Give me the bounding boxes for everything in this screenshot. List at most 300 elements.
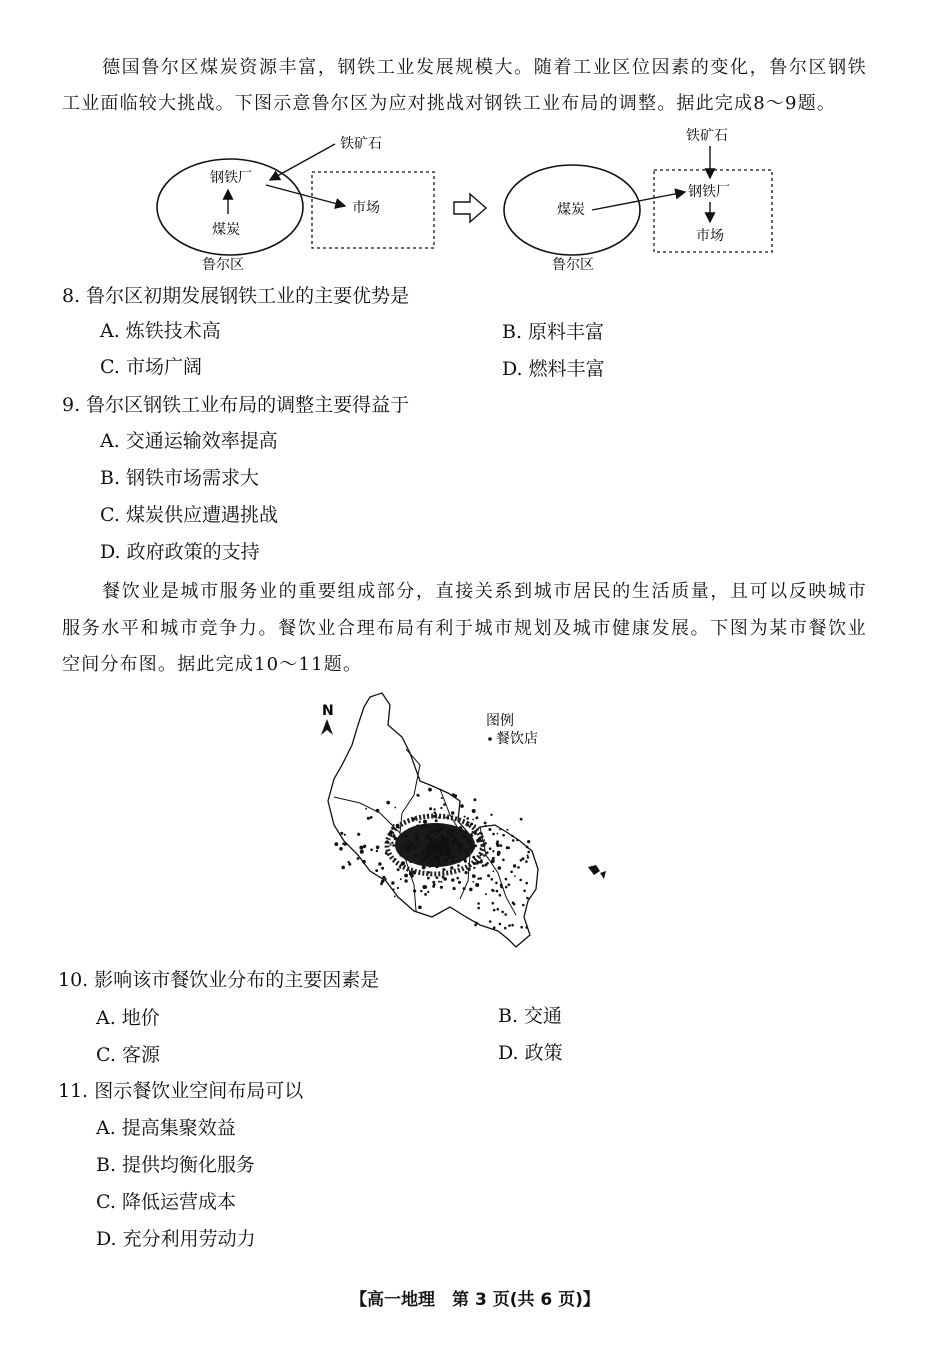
restaurant-dot [464,816,466,818]
restaurant-dot [370,848,373,851]
restaurant-dot [525,926,528,929]
restaurant-dot [499,828,501,830]
restaurant-dot [497,908,500,911]
page-footer: 【高一地理 第 3 页(共 6 页)】 [350,1290,600,1310]
passage-2: 餐饮业是城市服务业的重要组成部分，直接关系到城市居民的生活质量，且可以反映城市服务水平和城市竞争力。餐饮业合理布局有利于城市规划及城市健康发展。下图为某市餐饮业空间分布图。据此完成10～11题。 [62,581,867,675]
restaurant-dot [357,833,360,836]
restaurant-dot [496,840,499,843]
restaurant-dot [441,842,444,845]
restaurant-dot [496,890,499,893]
restaurant-dot [519,879,522,882]
restaurant-dot [390,844,392,846]
restaurant-dot [459,826,463,830]
restaurant-dot [429,858,432,861]
restaurant-dot [416,839,418,841]
restaurant-dot [474,832,477,835]
restaurant-dot [414,853,417,856]
restaurant-dot [419,821,421,823]
restaurant-dot [473,798,476,801]
right-market-label: 市场 [696,228,724,244]
restaurant-dot [449,829,452,832]
restaurant-dot [472,831,474,833]
left-region-label: 鲁尔区 [202,257,244,273]
restaurant-dot [492,871,494,873]
restaurant-dot [451,856,455,860]
restaurant-dot [344,834,346,836]
restaurant-dot [482,864,485,867]
restaurant-dot [445,850,448,853]
q9-option-b: B. 钢铁市场需求大 [100,467,260,489]
restaurant-dot [517,866,520,869]
restaurant-dot [376,846,380,850]
restaurant-dot [428,788,432,792]
restaurant-dot [424,851,427,854]
restaurant-dot [434,832,437,835]
restaurant-dot [460,843,464,847]
restaurant-dot [422,885,426,889]
restaurant-dot [426,835,429,838]
q9-option-d: D. 政府政策的支持 [100,541,260,563]
restaurant-dot [490,814,492,816]
restaurant-dot [489,920,492,923]
restaurant-dot [405,835,408,838]
q8-option-d: D. 燃料丰富 [502,358,605,380]
restaurant-dot [460,804,464,808]
legend-item-label: 餐饮店 [496,731,538,747]
restaurant-dot [412,817,415,820]
restaurant-dot [502,834,505,837]
restaurant-dot [427,891,429,893]
restaurant-dot [427,862,429,864]
restaurant-dot [434,859,437,862]
restaurant-dot [419,861,421,863]
restaurant-dot [431,863,433,865]
restaurant-dot [440,807,442,809]
restaurant-dot [394,807,396,809]
restaurant-dot [526,846,529,849]
restaurant-dot [429,853,432,856]
restaurant-dot [508,924,511,927]
restaurant-dot [360,850,364,854]
restaurant-dot [479,854,481,856]
restaurant-dot [439,847,441,849]
restaurant-dot [491,878,494,881]
restaurant-dot [522,904,525,907]
restaurant-dot [495,882,498,885]
restaurant-dot [376,809,380,813]
restaurant-dot [471,834,474,837]
restaurant-dot [499,923,502,926]
restaurant-dot [440,881,442,883]
restaurant-dot [438,837,440,839]
legend-title: 图例 [486,713,514,729]
restaurant-dot [440,826,444,830]
right-region-label: 鲁尔区 [552,257,594,273]
restaurant-dot [500,884,503,887]
restaurant-dot [392,835,395,838]
q9-option-a: A. 交通运输效率提高 [100,430,278,452]
q10-option-d: D. 政策 [498,1042,563,1064]
restaurant-dot [435,847,437,849]
restaurant-dot [472,856,475,859]
restaurant-dot [427,825,431,829]
restaurant-dot [486,851,489,854]
restaurant-dot [516,839,519,842]
restaurant-dot [441,835,445,839]
restaurant-dot [452,829,454,831]
restaurant-dot [527,854,529,856]
restaurant-dot [450,866,453,869]
restaurant-dot [342,842,345,845]
restaurant-dot [432,837,434,839]
restaurant-dot [401,850,403,852]
restaurant-dot [475,816,478,819]
restaurant-dot [448,857,450,859]
restaurant-dot [440,886,443,889]
restaurant-dot [458,850,461,853]
restaurant-dot [435,819,438,822]
restaurant-dot [429,807,432,810]
restaurant-dot [416,824,419,827]
restaurant-dot [405,845,407,847]
restaurant-dot [472,874,476,878]
restaurant-dot [375,869,378,872]
question-10-stem: 10. 影响该市餐饮业分布的主要因素是 [58,969,380,991]
restaurant-dot [505,886,508,889]
restaurant-dot [452,860,455,863]
restaurant-dot [520,859,523,862]
restaurant-dot [504,927,507,930]
restaurant-dot [433,883,436,886]
restaurant-dot [527,856,530,859]
restaurant-dot [452,844,455,847]
restaurant-dot [500,886,503,889]
restaurant-dot [455,849,457,851]
restaurant-dot [454,794,457,797]
left-market-label: 市场 [352,200,380,216]
restaurant-dot [457,842,459,844]
ruhr-diagram [140,122,800,282]
restaurant-dot [469,888,473,892]
restaurant-dot [492,850,494,852]
restaurant-dot [392,888,394,890]
q10-option-b: B. 交通 [498,1005,563,1027]
restaurant-dot [468,822,470,824]
restaurant-dot [464,860,467,863]
restaurant-dot [492,857,495,860]
restaurant-dot [362,860,366,864]
restaurant-dot [420,890,422,892]
restaurant-dot [480,833,483,836]
restaurant-dot [409,861,411,863]
restaurant-dot [466,817,469,820]
q8-option-c: C. 市场广阔 [100,356,202,378]
restaurant-dot [492,902,495,905]
restaurant-dot [477,902,480,905]
left-coal-label: 煤炭 [212,222,240,238]
restaurant-dot [472,881,474,883]
restaurant-dot [496,844,499,847]
q10-option-c: C. 客源 [96,1044,160,1066]
restaurant-dot [400,878,402,880]
right-iron-ore-label: 铁矿石 [686,128,728,144]
restaurant-dot [447,845,451,849]
restaurant-dot [431,830,435,834]
restaurant-dot [525,860,528,863]
restaurant-dot [428,842,431,845]
restaurant-dot [436,876,439,879]
restaurant-dot [421,851,425,855]
restaurant-dot [444,858,448,862]
restaurant-dot [381,867,384,870]
restaurant-dot [497,833,499,835]
restaurant-dot [493,909,496,912]
restaurant-dot [394,896,396,898]
restaurant-dot [428,837,432,841]
restaurant-dot [451,841,454,844]
restaurant-dot [477,878,479,880]
restaurant-dot [485,825,487,827]
restaurant-dot [479,877,482,880]
restaurant-dot [456,827,458,829]
restaurant-dot [418,906,422,910]
question-11-stem: 11. 图示餐饮业空间布局可以 [58,1080,304,1102]
restaurant-dot [413,846,417,850]
restaurant-dot [378,862,381,865]
restaurant-dot [499,894,502,897]
restaurant-dot [423,820,427,824]
restaurant-dot [363,845,366,848]
restaurant-dot [334,842,338,846]
restaurant-dot [447,817,449,819]
restaurant-dot [484,822,487,825]
restaurant-dot [435,829,438,832]
restaurant-dot [472,809,476,813]
restaurant-dot [442,876,445,879]
restaurant-dot [357,857,360,860]
q8-option-b: B. 原料丰富 [502,321,605,343]
restaurant-dot [523,890,526,893]
restaurant-dot [470,841,473,844]
restaurant-dot [463,831,466,834]
restaurant-dot [443,839,445,841]
q11-option-d: D. 充分利用劳动力 [96,1228,256,1250]
restaurant-dot [376,850,378,852]
restaurant-dot [451,811,454,814]
transition-arrow [454,194,486,222]
restaurant-map [310,685,620,960]
restaurant-dot [526,897,529,900]
restaurant-dot [359,846,363,850]
restaurant-dot [438,881,440,883]
restaurant-dot [440,849,443,852]
restaurant-dot [441,797,443,799]
restaurant-dot [463,834,467,838]
restaurant-dot [392,844,395,847]
restaurant-dot [434,811,437,814]
restaurant-dot [407,841,410,844]
restaurant-dot [423,857,427,861]
restaurant-dot [397,887,399,889]
restaurant-dot [424,893,427,896]
restaurant-dot [474,924,477,927]
restaurant-dot [491,859,495,863]
right-coal-label: 煤炭 [557,202,585,218]
restaurant-dot [415,834,419,838]
restaurant-dot [514,875,516,877]
restaurant-dot [370,816,373,819]
q11-option-a: A. 提高集聚效益 [96,1117,236,1139]
restaurant-dot [505,878,508,881]
restaurant-dot [429,866,431,868]
q8-option-a: A. 炼铁技术高 [100,320,221,342]
restaurant-dot [444,847,446,849]
restaurant-dot [454,837,457,840]
restaurant-dot [365,808,367,810]
restaurant-dot [402,845,405,848]
restaurant-dot [339,847,343,851]
restaurant-dot [474,845,477,848]
restaurant-dot [487,874,490,877]
island [588,865,600,875]
restaurant-dot [412,871,415,874]
q10-option-a: A. 地价 [96,1007,160,1029]
restaurant-dot [501,911,504,914]
restaurant-dot [433,845,436,848]
restaurant-dot [452,834,455,837]
restaurant-dot [340,832,343,835]
question-9-stem: 9. 鲁尔区钢铁工业布局的调整主要得益于 [62,394,410,416]
restaurant-dot [416,794,419,797]
restaurant-dot [507,829,509,831]
restaurant-dot [508,847,510,849]
legend-dot-icon [488,737,492,741]
restaurant-dot [442,868,445,871]
restaurant-dot [468,838,471,841]
question-8-stem: 8. 鲁尔区初期发展钢铁工业的主要优势是 [62,285,410,307]
restaurant-dot [497,851,501,855]
restaurant-dot [489,847,492,850]
restaurant-dot [513,903,516,906]
q9-option-c: C. 煤炭供应遭遇挑战 [100,504,278,526]
restaurant-dot [483,854,486,857]
restaurant-dot [439,830,441,832]
restaurant-dot [500,844,503,847]
restaurant-dot [502,859,505,862]
left-iron-ore-label: 铁矿石 [340,136,382,152]
restaurant-dot [391,826,394,829]
restaurant-dot [436,855,440,859]
restaurant-dot [486,862,489,865]
restaurant-dot [391,881,394,884]
restaurant-dot [472,819,474,821]
restaurant-dot [445,817,447,819]
restaurant-dot [480,848,482,850]
restaurant-dot [477,907,480,910]
restaurant-dot [453,887,456,890]
restaurant-dot [393,824,395,826]
restaurant-dot [422,825,425,828]
restaurant-dot [396,824,400,828]
restaurant-dot [385,852,388,855]
restaurant-dot [385,878,387,880]
restaurant-dot [468,868,471,871]
restaurant-dot [418,843,420,845]
restaurant-dot [498,866,502,870]
restaurant-dot [433,808,435,810]
restaurant-dot [404,879,407,882]
left-steel-mill-label: 钢铁厂 [210,170,252,186]
restaurant-dot [520,926,523,929]
restaurant-dot [475,883,479,887]
restaurant-dot [484,842,487,845]
restaurant-dot [448,849,450,851]
restaurant-dot [443,803,446,806]
restaurant-dot [413,889,416,892]
restaurant-dot [442,845,444,847]
restaurant-dot [471,845,474,848]
restaurant-dot [458,881,461,884]
restaurant-dot [404,874,408,878]
restaurant-dot [476,839,480,843]
restaurant-dot [525,882,528,885]
island [600,871,606,879]
restaurant-dot [473,867,475,869]
restaurant-dot [467,841,470,844]
restaurant-dot [458,861,460,863]
restaurant-dot [466,852,469,855]
restaurant-dot [465,871,468,874]
restaurant-dot [466,824,469,827]
restaurant-dot [451,878,454,881]
restaurant-dot [381,880,384,883]
restaurant-dot [367,817,370,820]
restaurant-dot [423,841,425,843]
restaurant-dot [513,864,516,867]
restaurant-dot [438,817,440,819]
restaurant-dot [520,818,523,821]
restaurant-dot [504,913,507,916]
restaurant-dot [488,828,491,831]
restaurant-dot [389,831,393,835]
q11-option-b: B. 提供均衡化服务 [96,1154,256,1176]
restaurant-dot [401,864,403,866]
restaurant-dot [438,862,442,866]
restaurant-dot [527,840,530,843]
north-label: N [322,703,334,719]
restaurant-dot [476,862,479,865]
restaurant-dot [511,924,514,927]
restaurant-dot [386,840,389,843]
restaurant-dot [465,848,467,850]
restaurant-dot [432,881,435,884]
restaurant-dot [386,801,390,805]
restaurant-dot [457,832,459,834]
restaurant-dot [493,926,496,929]
restaurant-dot [400,855,402,857]
restaurant-dot [511,835,513,837]
north-arrow-icon [321,719,333,735]
restaurant-dot [480,859,483,862]
restaurant-dot [508,883,511,886]
restaurant-dot [397,868,400,871]
restaurant-dot [436,823,439,826]
restaurant-dot [406,847,410,851]
restaurant-dot [512,839,515,842]
restaurant-dot [394,858,396,860]
restaurant-dot [427,877,430,880]
q11-option-c: C. 降低运营成本 [96,1191,236,1213]
